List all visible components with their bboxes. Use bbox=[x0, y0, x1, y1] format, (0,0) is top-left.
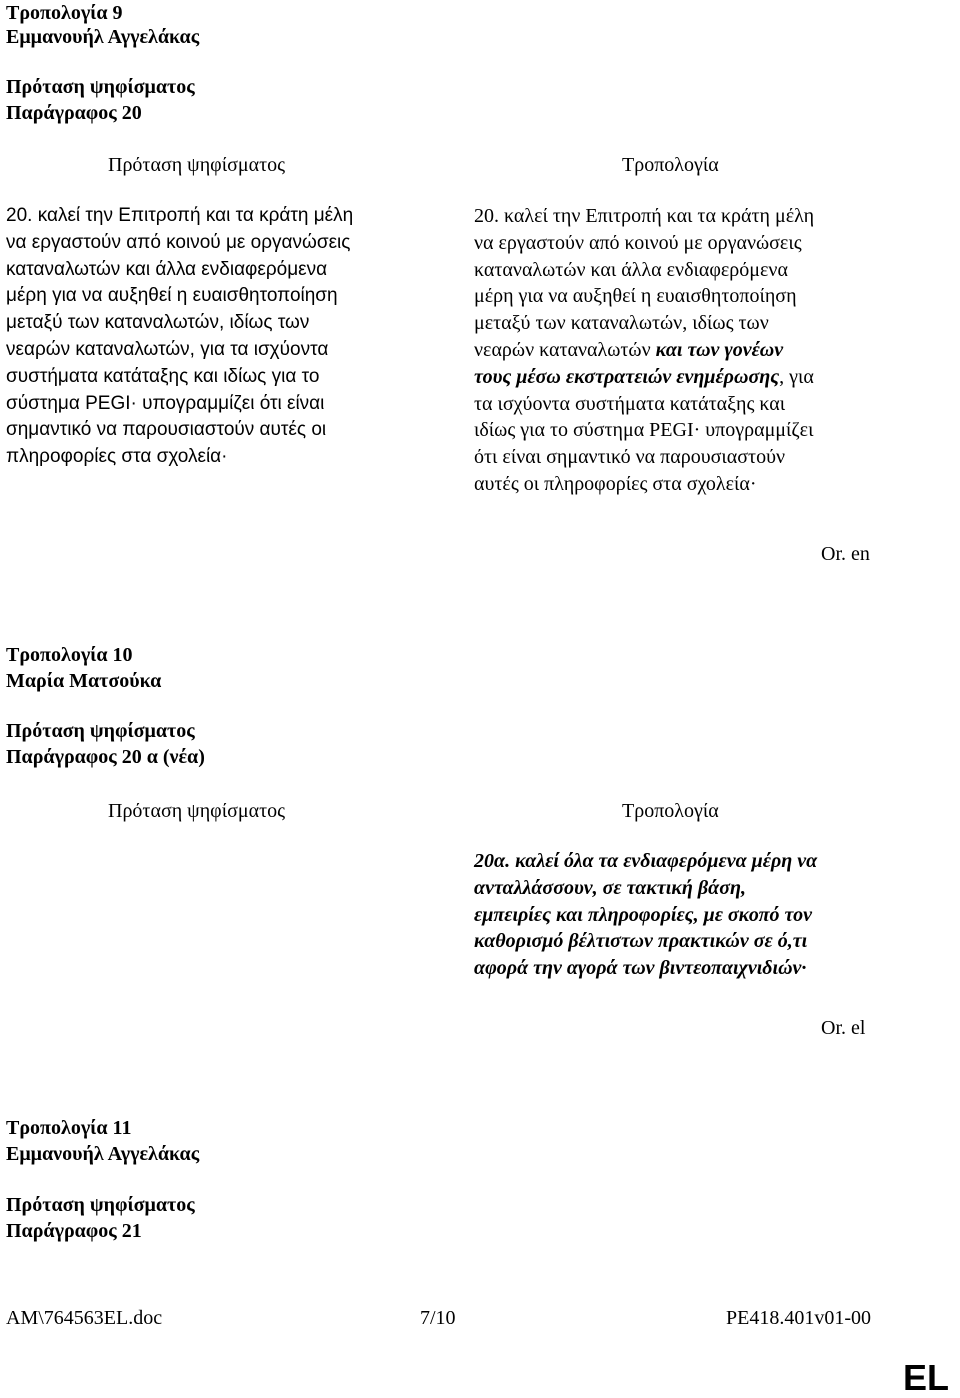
text-line: μέρη για να αυξηθεί η ευαισθητοποίηση bbox=[474, 285, 797, 308]
text-line: σημαντικό να παρουσιαστούν αυτές οι bbox=[6, 419, 327, 441]
text-line: 20. καλεί την Επιτροπή και τα κράτη μέλη bbox=[6, 205, 354, 226]
text-segment: , για bbox=[779, 365, 814, 388]
text-line: συστήματα κατάταξης και ιδίως για το bbox=[6, 365, 320, 387]
amendment-title: Τροπολογία 11 bbox=[6, 1117, 132, 1139]
text-line: καθορισμό βέλτιστων πρακτικών σε ό,τι bbox=[474, 930, 808, 953]
text-line: καταναλωτών και άλλα ενδιαφερόμενα bbox=[6, 258, 328, 280]
amendment-author: Μαρία Ματσούκα bbox=[6, 670, 162, 692]
text-line: ιδίως για το σύστημα PEGI· υπογραμμίζει bbox=[474, 419, 814, 442]
text-line: 20α. καλεί όλα τα ενδιαφερόμενα μέρη να bbox=[474, 850, 818, 872]
amendment-paragraph: Παράγραφος 20 bbox=[6, 102, 142, 124]
text-segment: νεαρών καταναλωτών bbox=[474, 338, 656, 361]
text-line: αυτές οι πληροφορίες στα σχολεία· bbox=[474, 472, 757, 495]
footer-pe-number: PE418.401v01-00 bbox=[726, 1307, 871, 1329]
footer-page-number: 7/10 bbox=[420, 1307, 456, 1329]
column-header-right: Τροπολογία bbox=[622, 800, 719, 822]
text-line: σύστημα PEGI· υπογραμμίζει ότι είναι bbox=[6, 392, 325, 414]
column-header-left: Πρόταση ψηφίσματος bbox=[108, 800, 286, 822]
amendment-title: Τροπολογία 10 bbox=[6, 644, 133, 666]
amended-text: τους μέσω εκστρατειών ενημέρωσης bbox=[474, 365, 780, 388]
amendment-paragraph: Παράγραφος 20 α (νέα) bbox=[6, 746, 205, 768]
language-mark: EL bbox=[903, 1357, 950, 1398]
text-line: αφορά την αγορά των βιντεοπαιχνιδιών· bbox=[474, 957, 807, 980]
left-column-text bbox=[6, 203, 353, 471]
text-line: να εργαστούν από κοινού με οργανώσεις bbox=[6, 231, 351, 253]
text-line: 20. καλεί την Επιτροπή και τα κράτη μέλη bbox=[474, 205, 815, 227]
amendment-title: Τροπολογία 9 bbox=[6, 2, 123, 24]
text-line: μέρη για να αυξηθεί η ευαισθητοποίηση bbox=[6, 285, 338, 307]
text-line: να εργαστούν από κοινού με οργανώσεις bbox=[474, 231, 802, 254]
text-line: πληροφορίες στα σχολεία· bbox=[6, 446, 228, 468]
text-line: καταναλωτών και άλλα ενδιαφερόμενα bbox=[474, 258, 788, 281]
amended-text: και των γονέων bbox=[655, 338, 784, 361]
text-line bbox=[474, 337, 814, 364]
original-language: Or. el bbox=[821, 1017, 866, 1039]
amendment-paragraph: Παράγραφος 21 bbox=[6, 1220, 142, 1242]
text-line: μεταξύ των καταναλωτών, ιδίως των bbox=[6, 312, 310, 334]
column-header-right: Τροπολογία bbox=[622, 154, 719, 176]
footer-doc-id: AM\764563EL.doc bbox=[6, 1307, 163, 1329]
text-line: ανταλλάσσουν, σε τακτική βάση, bbox=[474, 876, 746, 899]
amendment-doc-type: Πρόταση ψηφίσματος bbox=[6, 720, 195, 742]
text-line: τα ισχύοντα συστήματα κατάταξης και bbox=[474, 392, 786, 415]
text-line: νεαρών καταναλωτών, για τα ισχύοντα bbox=[6, 338, 329, 360]
text-line: ότι είναι σημαντικό να παρουσιαστούν bbox=[474, 446, 786, 469]
amendment-author: Εμμανουήλ Αγγελάκας bbox=[6, 1143, 200, 1165]
text-line bbox=[474, 364, 814, 391]
text-line: μεταξύ των καταναλωτών, ιδίως των bbox=[474, 312, 769, 335]
right-column-text bbox=[474, 848, 817, 982]
amendment-doc-type: Πρόταση ψηφίσματος bbox=[6, 76, 195, 98]
right-column-text bbox=[474, 203, 814, 498]
column-header-left: Πρόταση ψηφίσματος bbox=[108, 154, 286, 176]
amendment-author: Εμμανουήλ Αγγελάκας bbox=[6, 26, 200, 48]
text-line: εμπειρίες και πληροφορίες, με σκοπό τον bbox=[474, 903, 812, 926]
original-language: Or. en bbox=[821, 543, 870, 565]
amendment-doc-type: Πρόταση ψηφίσματος bbox=[6, 1194, 195, 1216]
